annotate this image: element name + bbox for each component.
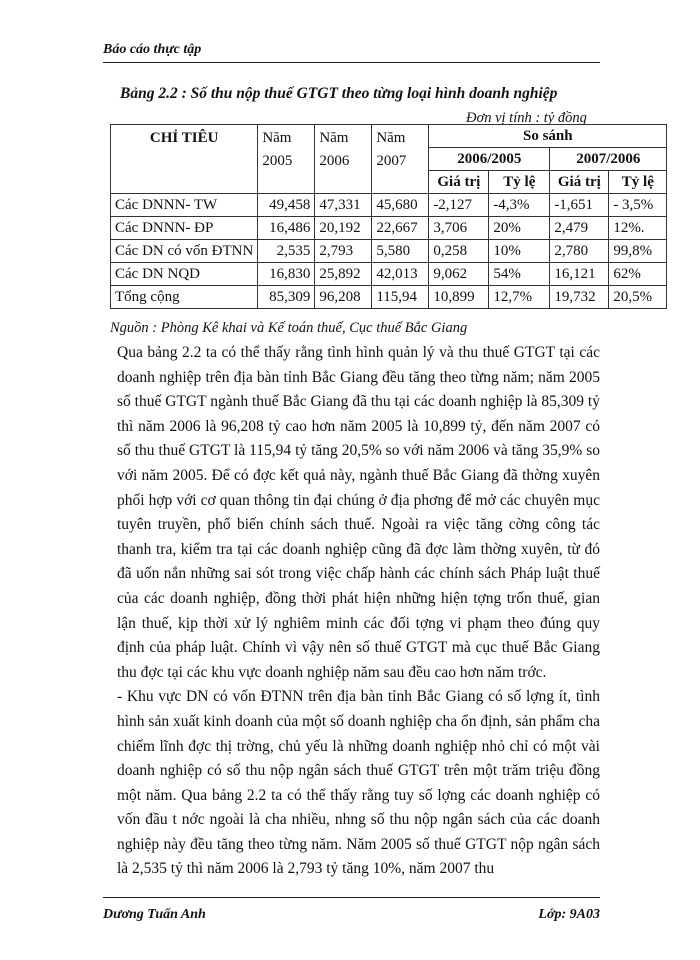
- cell-value-2: 2,780: [550, 240, 609, 263]
- cell-2005: 49,458: [258, 194, 315, 217]
- cell-2007: 115,94: [372, 286, 429, 309]
- paragraph-2: - Khu vực DN có vốn ĐTNN trên địa bàn tỉnh Bắc Giang có số lợng ít, tình hình sản xuất kinh doanh của một số doanh nghiệp cha ổn định, sản phẩm cha chiếm lĩnh đợc thị trờng, chủ yếu là những doanh nghiệp nhỏ chỉ có một vài doanh nghiệp có số thu nộp ngân sách thuế GTGT trên một trăm triệu đồng một năm. Qua bảng 2.2 ta có thể thấy rằng tuy số lợng các doanh nghiệp có vốn đầu t nớc ngoài là cha nhiều, nhng số thu nộp ngân sách của các doanh nghiệp này đều tăng theo từng năm. Năm 2005 số thuế GTGT nộp ngân sách là 2,535 tỷ thì năm 2006 là 2,793 tỷ tăng 10%, năm 2007 thu: [117, 688, 600, 878]
- cell-2006: 47,331: [315, 194, 372, 217]
- paragraph-1: Qua bảng 2.2 ta có thể thấy rằng tình hình quản lý và thu thuế GTGT tại các doanh nghiệp trên địa bàn tỉnh Bắc Giang đều tăng theo từng năm; năm 2005 số thuế GTGT ngành thuế Bắc Giang đã thu tại các doanh nghiệp là 85,309 tỷ thì năm 2006 là 96,208 tỷ cao hơn năm 2005 là 10,899 tỷ, đến năm 2007 có số thu thuế GTGT là 115,94 tỷ tăng 20,5% so với năm 2006 và tăng 35,9% so với năm 2005. Để có đợc kết quả này, ngành thuế Bắc Giang đã thờng xuyên phối hợp với cơ quan thông tin đại chúng ở địa phơng để mở các chuyên mục tuyên truyền, phổ biến chính sách thuế. Ngoài ra việc tăng cờng công tác thanh tra, kiểm tra tại các doanh nghiệp cũng đã đợc làm thờng xuyên, từ đó đã uốn nắn những sai sót trong việc chấp hành các chính sách Pháp luật thuế của các doanh nghiệp, đồng thời phát hiện những hiện tợng trốn thuế, gian lận thuế, kịp thời xử lý nghiêm minh các đối tợng vi phạm theo đúng quy định của pháp luật. Chính vì vậy nên số thuế GTGT mà cục thuế Bắc Giang thu đợc tại các khu vực doanh nghiệp năm sau đều cao hơn năm trớc.: [117, 344, 600, 681]
- cell-2005: 2,535: [258, 240, 315, 263]
- footer-rule: [103, 897, 600, 898]
- header-indicator: CHỈ TIÊU: [111, 125, 258, 194]
- header-period-2006-2005: 2006/2005: [429, 148, 550, 171]
- table-row: [111, 217, 667, 240]
- cell-ratio-1: 54%: [489, 263, 550, 286]
- cell-2007: 22,667: [372, 217, 429, 240]
- header-compare: So sánh: [429, 125, 667, 148]
- cell-2005: 16,486: [258, 217, 315, 240]
- table-row: [111, 194, 667, 217]
- row-label: Các DN có vốn ĐTNN: [111, 240, 258, 263]
- cell-2005: 16,830: [258, 263, 315, 286]
- row-label: Tổng cộng: [111, 286, 258, 309]
- cell-value-2: -1,651: [550, 194, 609, 217]
- table-row-total: [111, 286, 667, 309]
- header-period-2007-2006: 2007/2006: [550, 148, 667, 171]
- cell-2007: 42,013: [372, 263, 429, 286]
- header-value-1: Giá trị: [429, 171, 489, 194]
- cell-ratio-2: 12%.: [609, 217, 667, 240]
- table-row: [111, 240, 667, 263]
- header-rule: [103, 62, 600, 63]
- cell-ratio-2: - 3,5%: [609, 194, 667, 217]
- header-year-2006: Năm 2006: [315, 125, 372, 194]
- footer-class: Lớp: 9A03: [538, 907, 600, 922]
- cell-ratio-1: 20%: [489, 217, 550, 240]
- cell-value-1: 0,258: [429, 240, 489, 263]
- cell-value-1: 9,062: [429, 263, 489, 286]
- tax-table: [110, 124, 667, 309]
- cell-2007: 45,680: [372, 194, 429, 217]
- cell-2006: 25,892: [315, 263, 372, 286]
- cell-ratio-1: 10%: [489, 240, 550, 263]
- cell-value-2: 16,121: [550, 263, 609, 286]
- footer-author: Dương Tuấn Anh: [103, 907, 206, 922]
- cell-2006: 20,192: [315, 217, 372, 240]
- header-year-2007: Năm 2007: [372, 125, 429, 194]
- table-source: Nguồn : Phòng Kê khai và Kế toán thuế, Cục thuế Bắc Giang: [110, 320, 468, 336]
- cell-value-2: 2,479: [550, 217, 609, 240]
- row-label: Các DNNN- ĐP: [111, 217, 258, 240]
- cell-2006: 96,208: [315, 286, 372, 309]
- cell-2007: 5,580: [372, 240, 429, 263]
- cell-ratio-1: -4,3%: [489, 194, 550, 217]
- cell-ratio-2: 62%: [609, 263, 667, 286]
- page-header-title: Báo cáo thực tập: [103, 42, 202, 57]
- row-label: Các DN NQD: [111, 263, 258, 286]
- header-value-2: Giá trị: [550, 171, 609, 194]
- table-unit: Đơn vị tính : tỷ đồng: [466, 110, 587, 126]
- header-ratio-1: Tỷ lệ: [489, 171, 550, 194]
- body-text: [117, 341, 600, 882]
- header-ratio-2: Tỷ lệ: [609, 171, 667, 194]
- cell-ratio-1: 12,7%: [489, 286, 550, 309]
- cell-ratio-2: 20,5%: [609, 286, 667, 309]
- cell-ratio-2: 99,8%: [609, 240, 667, 263]
- table-row: [111, 263, 667, 286]
- cell-value-2: 19,732: [550, 286, 609, 309]
- table-caption: Bảng 2.2 : Số thu nộp thuế GTGT theo từng loại hình doanh nghiệp: [120, 85, 558, 102]
- cell-2006: 2,793: [315, 240, 372, 263]
- cell-2005: 85,309: [258, 286, 315, 309]
- header-year-2005: Năm 2005: [258, 125, 315, 194]
- cell-value-1: 10,899: [429, 286, 489, 309]
- row-label: Các DNNN- TW: [111, 194, 258, 217]
- cell-value-1: 3,706: [429, 217, 489, 240]
- cell-value-1: -2,127: [429, 194, 489, 217]
